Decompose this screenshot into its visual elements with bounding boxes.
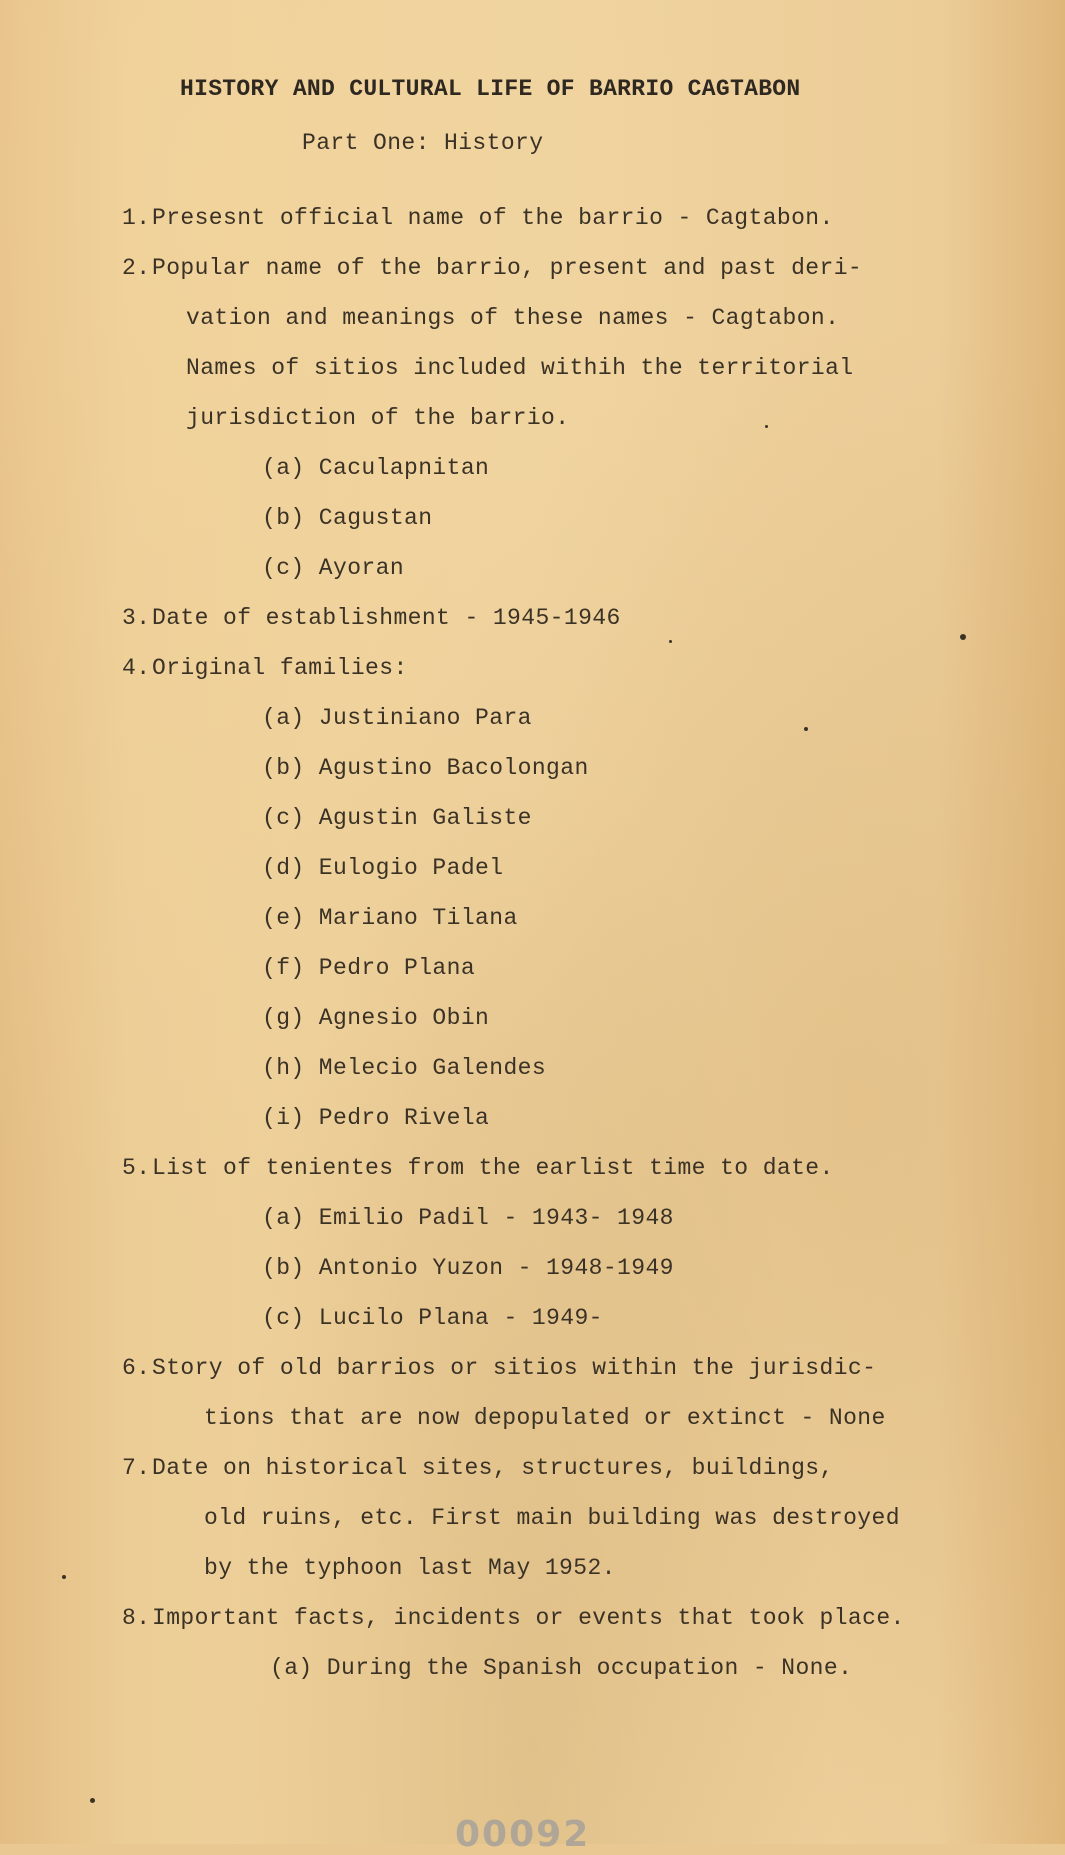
item-line: Popular name of the barrio, present and past deri- xyxy=(152,255,863,281)
sub-item: (d) Eulogio Padel xyxy=(262,855,504,881)
item-line: Original families: xyxy=(152,655,408,681)
item-line: Important facts, incidents or events that took place. xyxy=(152,1605,905,1631)
paper-speck xyxy=(960,634,966,640)
item-6 xyxy=(122,1353,876,1383)
sub-item: (c) Agustin Galiste xyxy=(262,805,532,831)
item-line: jurisdiction of the barrio. xyxy=(186,405,570,431)
sub-item: (g) Agnesio Obin xyxy=(262,1005,490,1031)
sub-item: (h) Melecio Galendes xyxy=(262,1055,547,1081)
paper-speck xyxy=(62,1575,66,1579)
item-number: 8. xyxy=(122,1605,151,1631)
item-line: Date of establishment - 1945-1946 xyxy=(152,605,621,631)
sub-item: (e) Mariano Tilana xyxy=(262,905,518,931)
item-line: by the typhoon last May 1952. xyxy=(204,1555,616,1581)
item-line: List of tenientes from the earlist time to date. xyxy=(152,1155,834,1181)
document-subtitle: Part One: History xyxy=(302,130,544,156)
sub-item: (i) Pedro Rivela xyxy=(262,1105,490,1131)
sub-item: (a) Justiniano Para xyxy=(262,705,532,731)
item-5 xyxy=(122,1153,834,1183)
document-title: HISTORY AND CULTURAL LIFE OF BARRIO CAGTABON xyxy=(180,76,801,102)
sub-item: (f) Pedro Plana xyxy=(262,955,476,981)
sub-item: (b) Antonio Yuzon - 1948-1949 xyxy=(262,1255,674,1281)
item-line: Names of sitios included withih the territorial xyxy=(186,355,854,381)
item-number: 5. xyxy=(122,1155,151,1181)
paper-speck xyxy=(765,425,768,428)
item-7 xyxy=(122,1453,834,1483)
item-number: 2. xyxy=(122,255,151,281)
item-3 xyxy=(122,603,621,633)
item-number: 4. xyxy=(122,655,151,681)
sub-item: (c) Lucilo Plana - 1949- xyxy=(262,1305,603,1331)
item-line: Story of old barrios or sitios within the jurisdic- xyxy=(152,1355,877,1381)
sub-item: (a) Emilio Padil - 1943- 1948 xyxy=(262,1205,674,1231)
item-line: Date on historical sites, structures, buildings, xyxy=(152,1455,834,1481)
item-number: 7. xyxy=(122,1455,151,1481)
page-number-stamp: 00092 xyxy=(455,1814,591,1855)
sub-item: (c) Ayoran xyxy=(262,555,405,581)
sub-item: (b) Cagustan xyxy=(262,505,433,531)
item-line: Presesnt official name of the barrio - Cagtabon. xyxy=(152,205,834,231)
sub-item: (a) During the Spanish occupation - None. xyxy=(270,1655,853,1681)
item-1 xyxy=(122,203,834,233)
paper-speck xyxy=(90,1798,95,1803)
item-number: 6. xyxy=(122,1355,151,1381)
item-4 xyxy=(122,653,408,683)
item-8 xyxy=(122,1603,905,1633)
sub-item: (b) Agustino Bacolongan xyxy=(262,755,589,781)
item-line: old ruins, etc. First main building was destroyed xyxy=(204,1505,900,1531)
item-number: 1. xyxy=(122,205,151,231)
item-line: tions that are now depopulated or extinct - None xyxy=(204,1405,886,1431)
paper-speck xyxy=(804,727,808,731)
item-2 xyxy=(122,253,862,283)
paper-speck xyxy=(669,640,672,643)
item-line: vation and meanings of these names - Cagtabon. xyxy=(186,305,840,331)
sub-item: (a) Caculapnitan xyxy=(262,455,490,481)
item-number: 3. xyxy=(122,605,151,631)
